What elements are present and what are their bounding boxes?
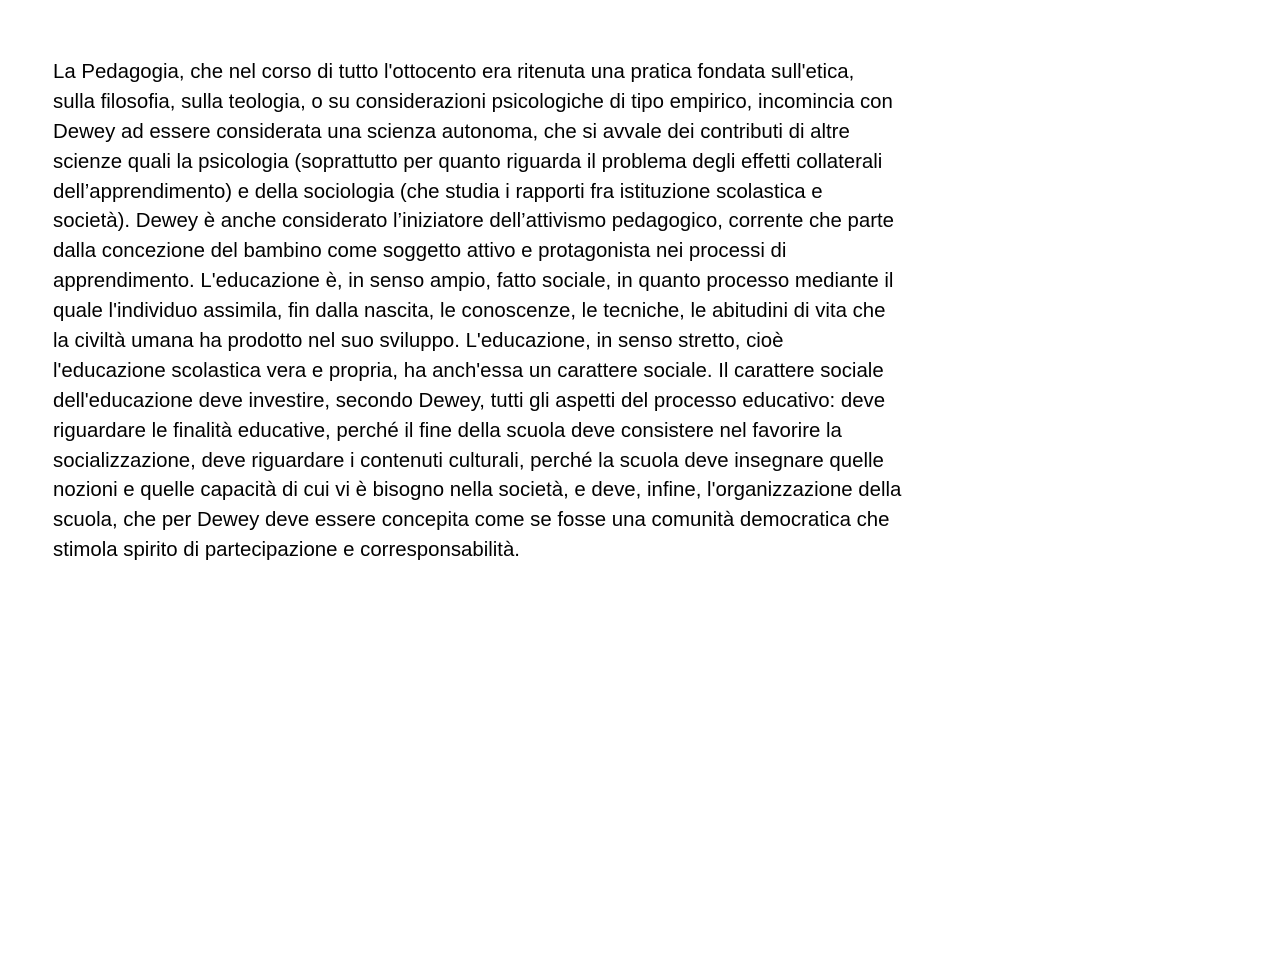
paragraph-line: sulla filosofia, sulla teologia, o su considerazioni psicologiche di tipo empirico, incomincia con [53, 90, 893, 113]
paragraph-line: Dewey ad essere considerata una scienza autonoma, che si avvale dei contributi di altre [53, 120, 850, 143]
paragraph-line: dell'educazione deve investire, secondo Dewey, tutti gli aspetti del processo educativo: deve [53, 389, 886, 412]
paragraph-line: dell’apprendimento) e della sociologia (che studia i rapporti fra istituzione scolastica e [53, 180, 823, 203]
paragraph-line: apprendimento. L'educazione è, in senso ampio, fatto sociale, in quanto processo mediante il [53, 270, 894, 293]
paragraph-line: riguardare le finalità educative, perché il fine della scuola deve consistere nel favorire la [53, 419, 842, 442]
paragraph-line: società). Dewey è anche considerato l’iniziatore dell’attivismo pedagogico, corrente che parte [53, 210, 895, 233]
paragraph-line: La Pedagogia, che nel corso di tutto l'ottocento era ritenuta una pratica fondata sull'etica, [53, 61, 855, 83]
paragraph-line: quale l'individuo assimila, fin dalla nascita, le conoscenze, le tecniche, le abitudini di vita che [53, 300, 886, 323]
paragraph-line: socializzazione, deve riguardare i contenuti culturali, perché la scuola deve insegnare quelle [53, 449, 884, 472]
paragraph-line: dalla concezione del bambino come soggetto attivo e protagonista nei processi di [53, 240, 787, 263]
paragraph-line: nozioni e quelle capacità di cui vi è bisogno nella società, e deve, infine, l'organizzazione della [53, 479, 902, 502]
paragraph-line: stimola spirito di partecipazione e corresponsabilità. [53, 539, 520, 562]
paragraph-line: l'educazione scolastica vera e propria, ha anch'essa un carattere sociale. Il carattere sociale [53, 359, 884, 382]
paragraph-line: scienze quali la psicologia (soprattutto per quanto riguarda il problema degli effetti collaterali [53, 150, 883, 173]
body-paragraph [53, 58, 1003, 566]
paragraph-line: scuola, che per Dewey deve essere concepita come se fosse una comunità democratica che [53, 509, 890, 532]
paragraph-line: la civiltà umana ha prodotto nel suo sviluppo. L'educazione, in senso stretto, cioè [53, 330, 784, 353]
